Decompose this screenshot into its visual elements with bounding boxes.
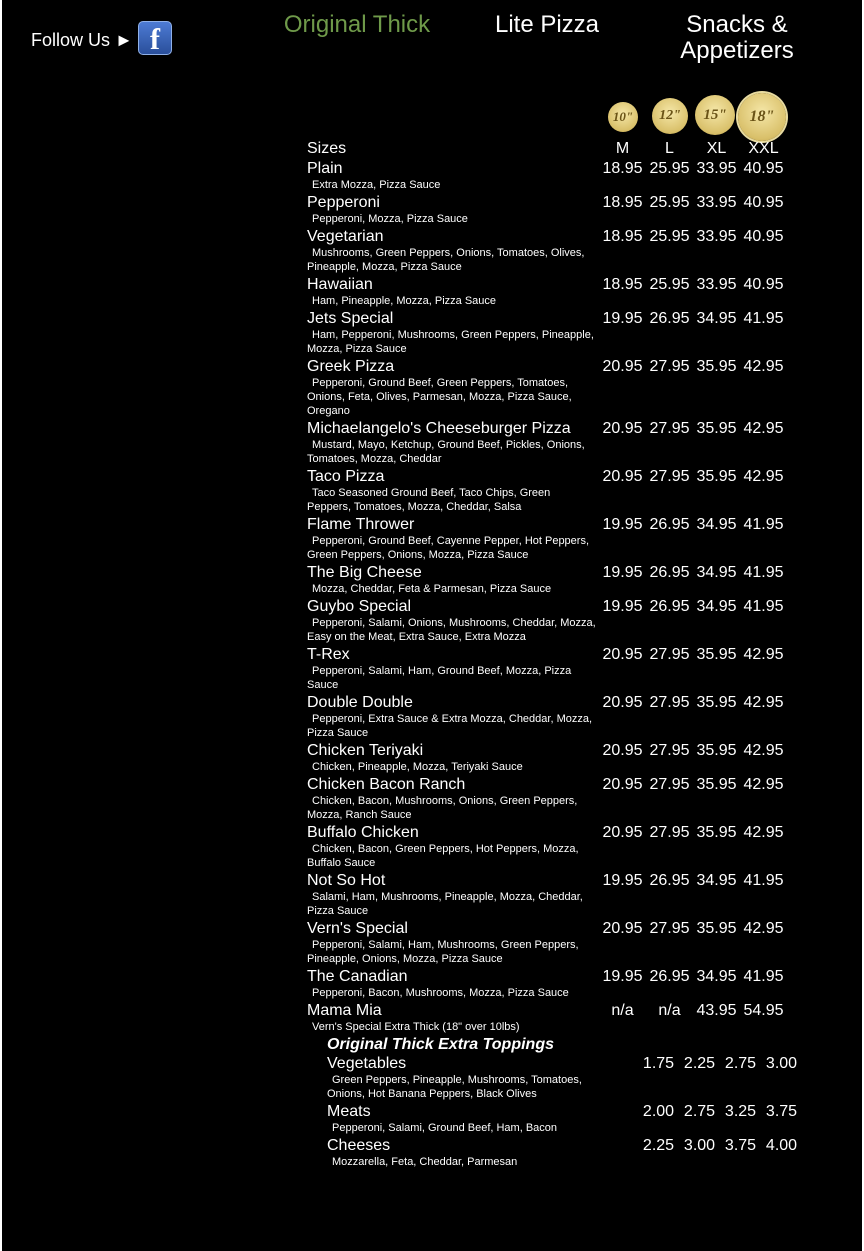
price-cell: 42.95 (743, 358, 784, 375)
price-cell: 41.95 (743, 598, 784, 615)
price-cell: 42.95 (743, 776, 784, 793)
pizza-name: Buffalo Chicken (307, 824, 419, 841)
price-cell: 1.75 (642, 1055, 675, 1072)
price-cell: 20.95 (602, 824, 643, 841)
price-cell: 35.95 (696, 646, 737, 663)
price-cell: 54.95 (743, 1002, 784, 1019)
topping-description: Pepperoni, Salami, Ground Beef, Ham, Bacon (332, 1122, 558, 1134)
pizza-name: Jets Special (307, 310, 394, 327)
list-item (307, 228, 597, 274)
price-cell: 18.95 (602, 228, 643, 245)
price-cell: 2.25 (642, 1137, 675, 1154)
topping-name: Vegetables (327, 1055, 407, 1072)
pizza-name: The Canadian (307, 968, 408, 985)
price-cell: 27.95 (649, 358, 690, 375)
price-cell: 27.95 (649, 420, 690, 437)
price-cell: 40.95 (743, 228, 784, 245)
pizza-description: Ham, Pepperoni, Mushrooms, Green Peppers, Pineapple, Mozza, Pizza Sauce (307, 329, 594, 355)
price-cell: 20.95 (602, 646, 643, 663)
pizza-name: Vegetarian (307, 228, 384, 245)
pizza-description: Pepperoni, Mozza, Pizza Sauce (312, 213, 468, 225)
pizza-name: The Big Cheese (307, 564, 422, 581)
price-cell: 19.95 (602, 872, 643, 889)
price-cell: 40.95 (743, 276, 784, 293)
price-cell: 25.95 (649, 160, 690, 177)
list-item (307, 824, 597, 870)
pizza-name: Guybo Special (307, 598, 412, 615)
pizza-description: Chicken, Pineapple, Mozza, Teriyaki Sauce (312, 761, 523, 773)
pizza-name: Double Double (307, 694, 413, 711)
price-cell: 35.95 (696, 776, 737, 793)
list-item (307, 516, 597, 562)
price-cell: 27.95 (649, 824, 690, 841)
price-cell: 34.95 (696, 516, 737, 533)
pizza-description: Chicken, Bacon, Green Peppers, Hot Peppers, Mozza, Buffalo Sauce (307, 843, 579, 869)
list-item (307, 968, 597, 1000)
price-cell: 20.95 (602, 468, 643, 485)
list-item (307, 742, 597, 774)
topping-description: Mozzarella, Feta, Cheddar, Parmesan (332, 1156, 518, 1168)
price-cell: 20.95 (602, 420, 643, 437)
price-cell: 35.95 (696, 920, 737, 937)
price-cell: 25.95 (649, 276, 690, 293)
pizza-name: Pepperoni (307, 194, 380, 211)
nav-lite-pizza[interactable]: Lite Pizza (494, 11, 600, 38)
list-item (307, 160, 597, 192)
price-cell: 3.00 (683, 1137, 716, 1154)
list-item (307, 598, 597, 644)
facebook-icon[interactable]: f (138, 21, 172, 55)
list-item (307, 920, 597, 966)
list-item (307, 1002, 597, 1034)
price-cell: 20.95 (602, 776, 643, 793)
size-15-badge-icon: 15" (695, 95, 735, 135)
pizza-description: Chicken, Bacon, Mushrooms, Onions, Green Peppers, Mozza, Ranch Sauce (307, 795, 578, 821)
list-item (327, 1103, 602, 1135)
list-item (307, 872, 597, 918)
pizza-description: Mushrooms, Green Peppers, Onions, Tomatoes, Olives, Pineapple, Mozza, Pizza Sauce (307, 247, 585, 273)
price-cell: 27.95 (649, 920, 690, 937)
price-cell: 43.95 (696, 1002, 737, 1019)
price-cell: 34.95 (696, 968, 737, 985)
topping-name: Cheeses (327, 1137, 391, 1154)
price-cell: 34.95 (696, 310, 737, 327)
menu-page (2, 0, 862, 1251)
pizza-description: Mozza, Cheddar, Feta & Parmesan, Pizza Sauce (312, 583, 552, 595)
price-cell: 18.95 (602, 160, 643, 177)
price-cell: 42.95 (743, 646, 784, 663)
price-cell: 19.95 (602, 564, 643, 581)
pizza-name: T-Rex (307, 646, 350, 663)
price-cell: 26.95 (649, 598, 690, 615)
price-cell: 42.95 (743, 694, 784, 711)
list-item (307, 276, 597, 308)
price-cell: 26.95 (649, 564, 690, 581)
pizza-description: Salami, Ham, Mushrooms, Pineapple, Mozza, Cheddar, Pizza Sauce (307, 891, 583, 917)
price-cell: 25.95 (649, 194, 690, 211)
price-cell: 35.95 (696, 468, 737, 485)
list-item (307, 310, 597, 356)
pizza-description: Pepperoni, Ground Beef, Cayenne Pepper, Hot Peppers, Green Peppers, Onions, Mozza, Pizza Sauce (307, 535, 590, 561)
price-cell: 26.95 (649, 310, 690, 327)
extras-title: Original Thick Extra Toppings (327, 1036, 554, 1053)
nav-snacks-appetizers[interactable]: Snacks & Appetizers (680, 11, 794, 64)
price-cell: 3.00 (765, 1055, 798, 1072)
pizza-name: Vern's Special (307, 920, 408, 937)
size-column-l: L (665, 140, 674, 157)
price-cell: 34.95 (696, 872, 737, 889)
follow-us-label: Follow Us ► (31, 30, 133, 50)
pizza-name: Not So Hot (307, 872, 386, 889)
pizza-description: Pepperoni, Extra Sauce & Extra Mozza, Cheddar, Mozza, Pizza Sauce (307, 713, 593, 739)
price-cell: 3.75 (765, 1103, 798, 1120)
price-cell: 33.95 (696, 160, 737, 177)
pizza-description: Pepperoni, Ground Beef, Green Peppers, Tomatoes, Onions, Feta, Olives, Parmesan, Mozza, Pizza Sauce, Oregano (307, 377, 572, 417)
size-column-xxl: XXL (748, 140, 779, 157)
size-column-m: M (615, 140, 630, 157)
price-cell: 18.95 (602, 194, 643, 211)
price-cell: 42.95 (743, 468, 784, 485)
price-cell: 35.95 (696, 358, 737, 375)
price-cell: 27.95 (649, 646, 690, 663)
price-cell: 33.95 (696, 228, 737, 245)
price-cell: 25.95 (649, 228, 690, 245)
price-cell: 42.95 (743, 920, 784, 937)
pizza-description: Pepperoni, Bacon, Mushrooms, Mozza, Pizza Sauce (312, 987, 569, 999)
list-item (307, 776, 597, 822)
price-cell: 2.25 (683, 1055, 716, 1072)
price-cell: 41.95 (743, 516, 784, 533)
price-cell: 42.95 (743, 420, 784, 437)
list-item (307, 694, 597, 740)
price-cell: 42.95 (743, 824, 784, 841)
price-cell: 2.75 (683, 1103, 716, 1120)
pizza-description: Mustard, Mayo, Ketchup, Ground Beef, Pickles, Onions, Tomatoes, Mozza, Cheddar (307, 439, 585, 465)
price-cell: 35.95 (696, 824, 737, 841)
price-cell: 19.95 (602, 516, 643, 533)
list-item (307, 194, 597, 226)
price-cell: 40.95 (743, 160, 784, 177)
pizza-name: Flame Thrower (307, 516, 415, 533)
price-cell: 2.75 (724, 1055, 757, 1072)
list-item (327, 1137, 602, 1169)
pizza-description: Pepperoni, Salami, Ham, Mushrooms, Green Peppers, Pineapple, Onions, Mozza, Pizza Sauce (307, 939, 579, 965)
price-cell: 3.25 (724, 1103, 757, 1120)
pizza-description: Taco Seasoned Ground Beef, Taco Chips, Green Peppers, Tomatoes, Mozza, Cheddar, Salsa (307, 487, 551, 513)
price-cell: 4.00 (765, 1137, 798, 1154)
price-cell: 33.95 (696, 276, 737, 293)
list-item (307, 468, 597, 514)
price-cell: 35.95 (696, 420, 737, 437)
price-cell: 34.95 (696, 598, 737, 615)
price-cell: 35.95 (696, 742, 737, 759)
price-cell: 19.95 (602, 310, 643, 327)
price-cell: 41.95 (743, 968, 784, 985)
size-12-badge-icon: 12" (652, 98, 688, 134)
price-cell: 26.95 (649, 872, 690, 889)
pizza-description: Pepperoni, Salami, Onions, Mushrooms, Cheddar, Mozza, Easy on the Meat, Extra Sauce, Extra Mozza (307, 617, 596, 643)
pizza-name: Plain (307, 160, 343, 177)
pizza-name: Chicken Bacon Ranch (307, 776, 466, 793)
size-column-xl: XL (706, 140, 727, 157)
price-cell: 20.95 (602, 694, 643, 711)
pizza-name: Chicken Teriyaki (307, 742, 424, 759)
topping-name: Meats (327, 1103, 371, 1120)
price-cell: 2.00 (642, 1103, 675, 1120)
pizza-name: Mama Mia (307, 1002, 382, 1019)
price-cell: 41.95 (743, 872, 784, 889)
price-cell: 40.95 (743, 194, 784, 211)
list-item (307, 564, 597, 596)
list-item (307, 358, 597, 418)
price-cell: 20.95 (602, 920, 643, 937)
price-cell: 26.95 (649, 968, 690, 985)
price-cell: 3.75 (724, 1137, 757, 1154)
nav-original-thick[interactable]: Original Thick (283, 11, 431, 38)
price-cell: 20.95 (602, 358, 643, 375)
size-10-badge-icon: 10" (608, 102, 638, 132)
pizza-name: Greek Pizza (307, 358, 395, 375)
pizza-description: Ham, Pineapple, Mozza, Pizza Sauce (312, 295, 497, 307)
price-cell: 27.95 (649, 742, 690, 759)
price-cell: n/a (611, 1002, 634, 1019)
price-cell: 27.95 (649, 468, 690, 485)
price-cell: 34.95 (696, 564, 737, 581)
price-cell: 19.95 (602, 598, 643, 615)
pizza-description: Extra Mozza, Pizza Sauce (312, 179, 441, 191)
price-cell: 26.95 (649, 516, 690, 533)
price-cell: 33.95 (696, 194, 737, 211)
pizza-description: Pepperoni, Salami, Ham, Ground Beef, Mozza, Pizza Sauce (307, 665, 572, 691)
price-cell: 35.95 (696, 694, 737, 711)
price-cell: 27.95 (649, 776, 690, 793)
pizza-name: Taco Pizza (307, 468, 385, 485)
price-cell: 18.95 (602, 276, 643, 293)
pizza-name: Michaelangelo's Cheeseburger Pizza (307, 420, 571, 437)
sizes-label: Sizes (307, 140, 347, 157)
list-item (307, 420, 597, 466)
size-18-badge-icon: 18" (738, 93, 786, 141)
price-cell: n/a (658, 1002, 681, 1019)
pizza-description: Vern's Special Extra Thick (18" over 10lbs) (312, 1021, 520, 1033)
price-cell: 27.95 (649, 694, 690, 711)
price-cell: 20.95 (602, 742, 643, 759)
price-cell: 41.95 (743, 564, 784, 581)
list-item (327, 1055, 602, 1101)
list-item (307, 646, 597, 692)
pizza-name: Hawaiian (307, 276, 373, 293)
topping-description: Green Peppers, Pineapple, Mushrooms, Tomatoes, Onions, Hot Banana Peppers, Black Olives (327, 1074, 582, 1100)
price-cell: 41.95 (743, 310, 784, 327)
price-cell: 42.95 (743, 742, 784, 759)
price-cell: 19.95 (602, 968, 643, 985)
